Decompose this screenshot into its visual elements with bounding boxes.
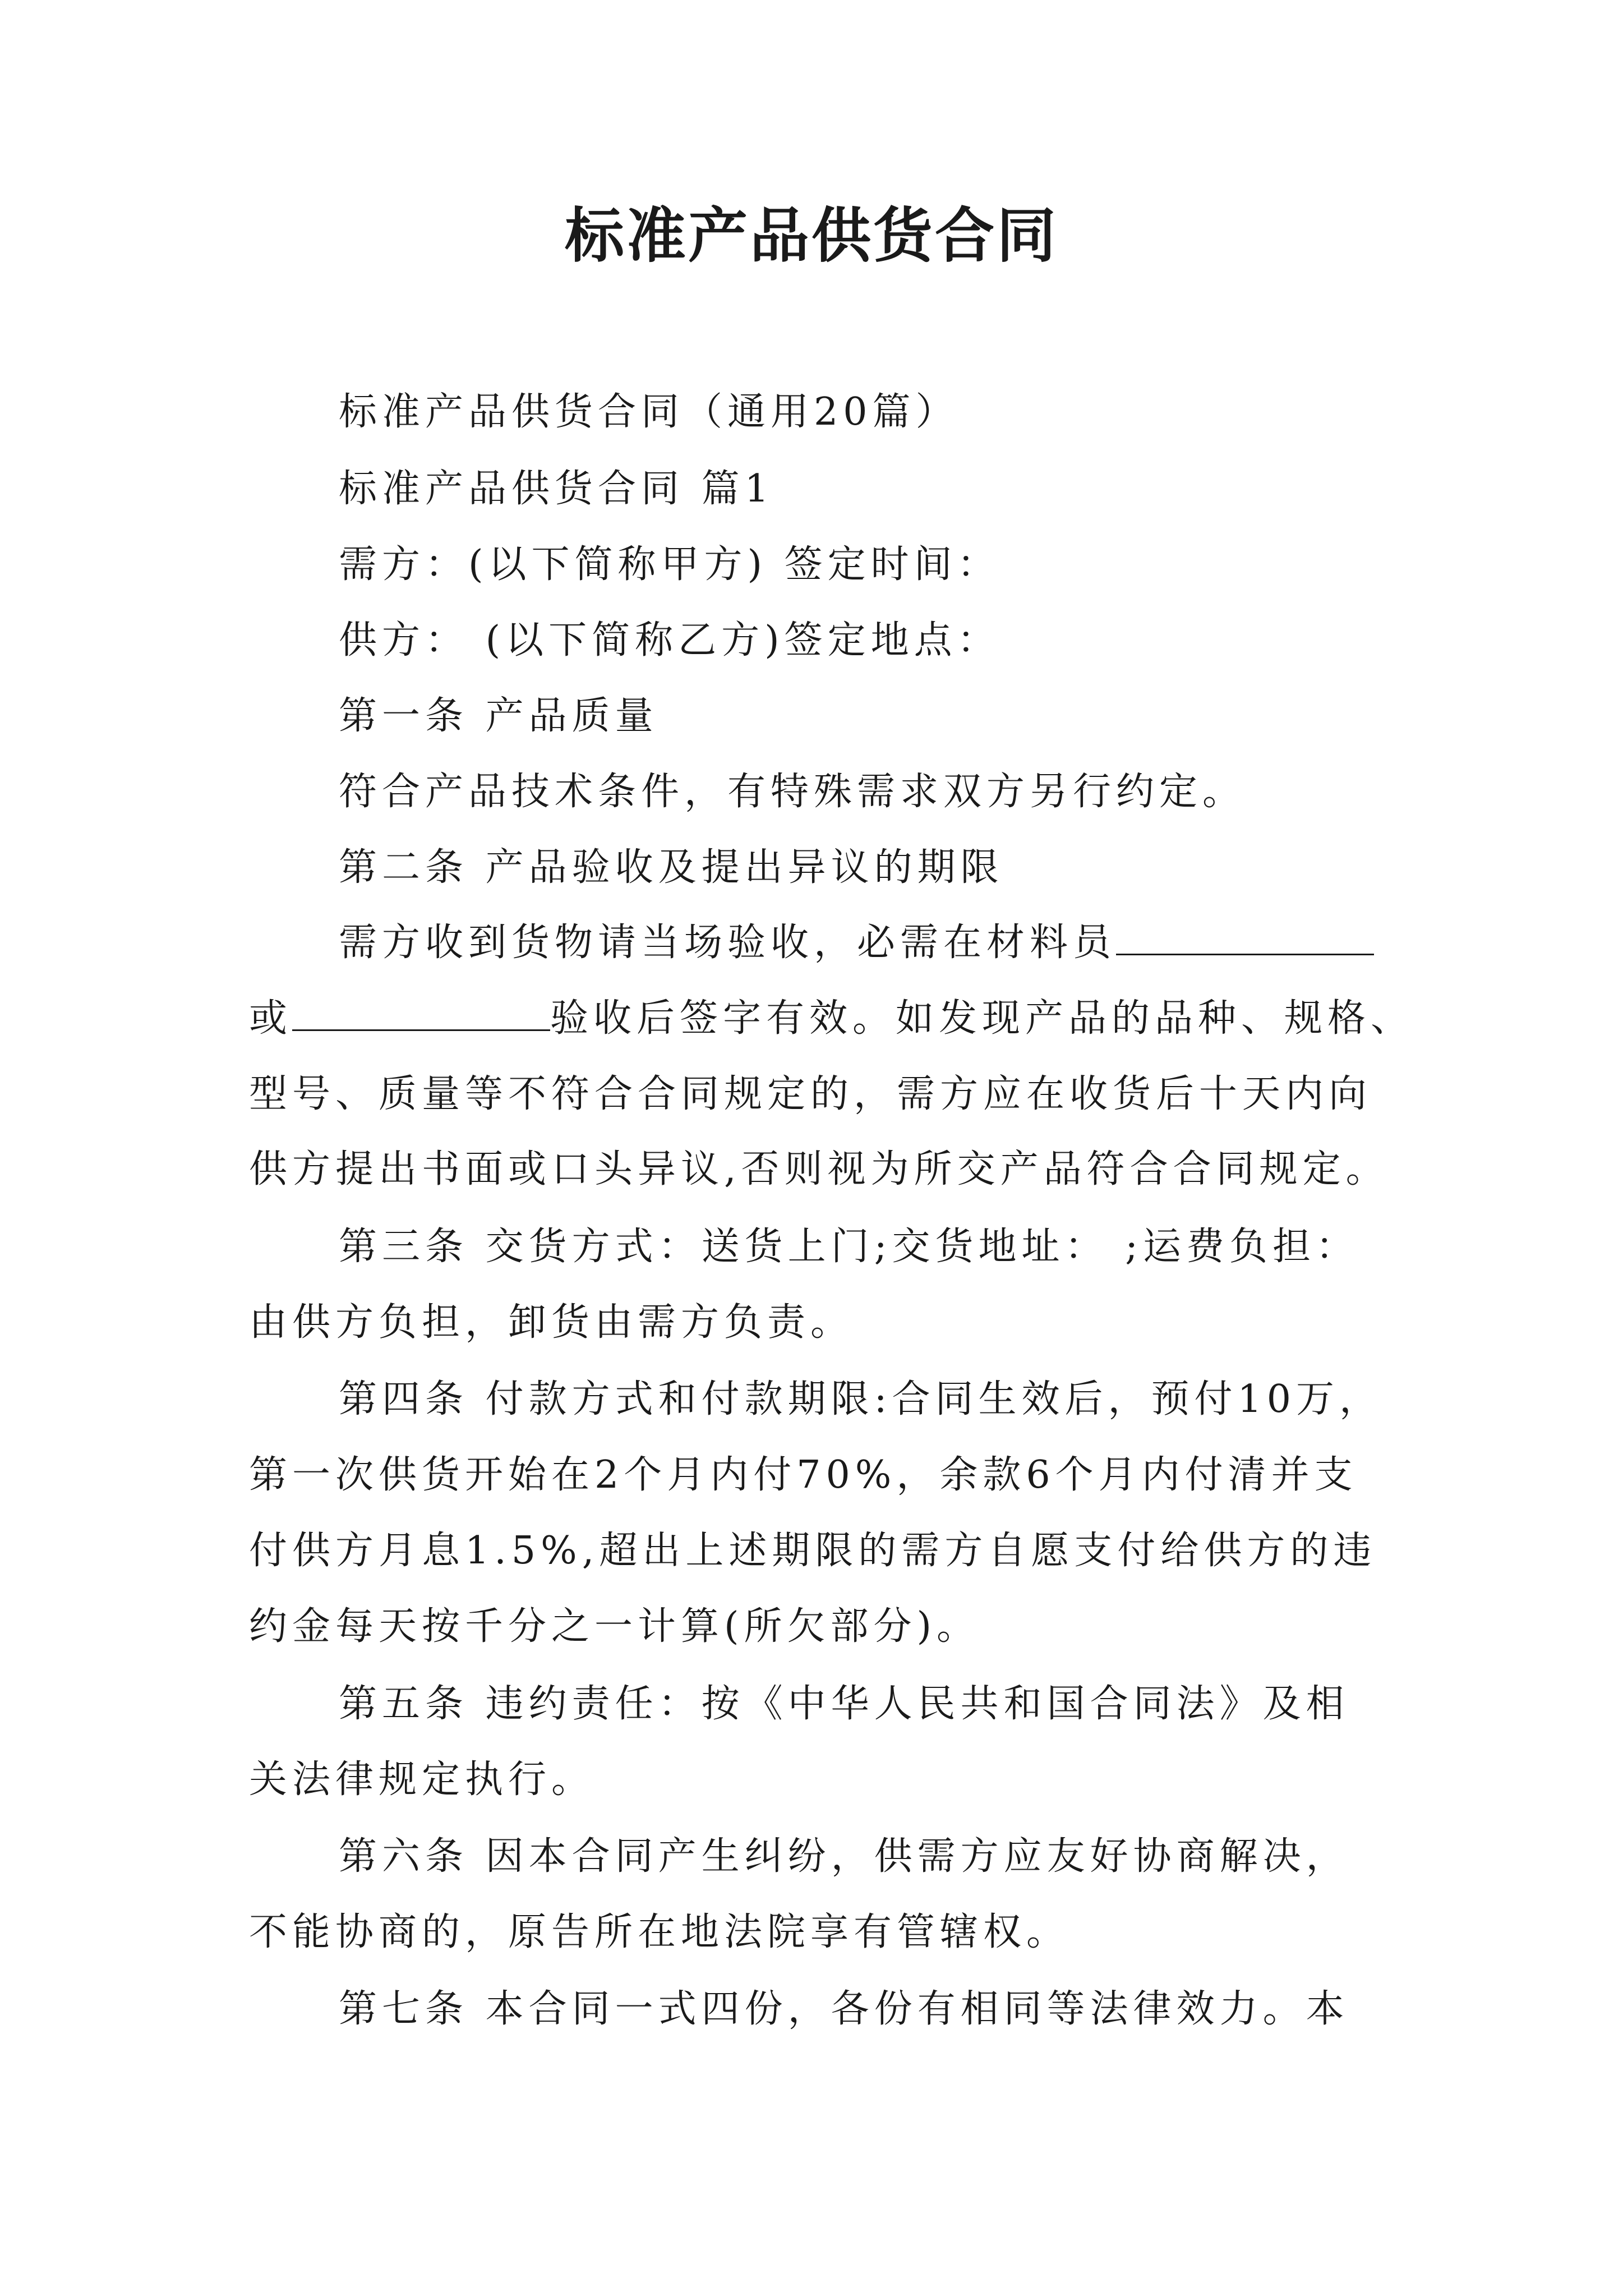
article-7-line-1: 第七条 本合同一式四份，各份有相同等法律效力。本 bbox=[339, 1987, 1349, 2031]
article-4-line-3: 付供方月息1.5%,超出上述期限的需方自愿支付给供方的违 bbox=[249, 1529, 1377, 1573]
article-1-title: 第一条 产品质量 bbox=[339, 694, 658, 738]
article-3-line-1: 第三条 交货方式：送货上门;交货地址： ;运费负担： bbox=[339, 1225, 1359, 1269]
article-5-line-1: 第五条 违约责任：按《中华人民共和国合同法》及相 bbox=[339, 1682, 1349, 1726]
subtitle-line: 标准产品供货合同（通用20篇） bbox=[339, 390, 959, 434]
article-2-line-4: 供方提出书面或口头异议,否则视为所交产品符合合同规定。 bbox=[249, 1147, 1389, 1191]
section-heading: 标准产品供货合同 篇1 bbox=[339, 467, 774, 511]
article-2-line-2-text: 验收后签字有效。如发现产品的品种、规格、 bbox=[550, 996, 1414, 1041]
blank-underline bbox=[1116, 919, 1374, 955]
blank-underline bbox=[292, 995, 550, 1031]
article-4-line-2: 第一次供货开始在2个月内付70%，余款6个月内付清并支 bbox=[249, 1453, 1358, 1497]
document-title: 标准产品供货合同 bbox=[565, 200, 1058, 270]
article-2-line-1-text: 需方收到货物请当场验收，必需在材料员 bbox=[339, 921, 1117, 965]
seller-line: 供方： (以下简称乙方)签定地点： bbox=[339, 618, 1000, 662]
article-2-title: 第二条 产品验收及提出异议的期限 bbox=[339, 845, 1004, 890]
article-2-line-2 bbox=[249, 993, 1414, 1044]
article-1-body: 符合产品技术条件，有特殊需求双方另行约定。 bbox=[339, 770, 1246, 814]
article-2-line-2-prefix: 或 bbox=[249, 996, 293, 1041]
article-4-line-4: 约金每天按千分之一计算(所欠部分)。 bbox=[249, 1604, 980, 1649]
article-2-line-1 bbox=[249, 918, 1374, 968]
article-6-line-2: 不能协商的，原告所在地法院享有管辖权。 bbox=[249, 1910, 1070, 1954]
article-6-line-1: 第六条 因本合同产生纠纷，供需方应友好协商解决， bbox=[339, 1834, 1349, 1879]
article-3-line-2: 由供方负担，卸货由需方负责。 bbox=[249, 1300, 854, 1345]
article-5-line-2: 关法律规定执行。 bbox=[249, 1757, 595, 1802]
buyer-line: 需方：(以下简称甲方) 签定时间： bbox=[339, 542, 1000, 587]
article-2-line-3: 型号、质量等不符合合同规定的，需方应在收货后十天内向 bbox=[249, 1072, 1372, 1116]
article-4-line-1: 第四条 付款方式和付款期限:合同生效后，预付10万， bbox=[339, 1377, 1383, 1421]
